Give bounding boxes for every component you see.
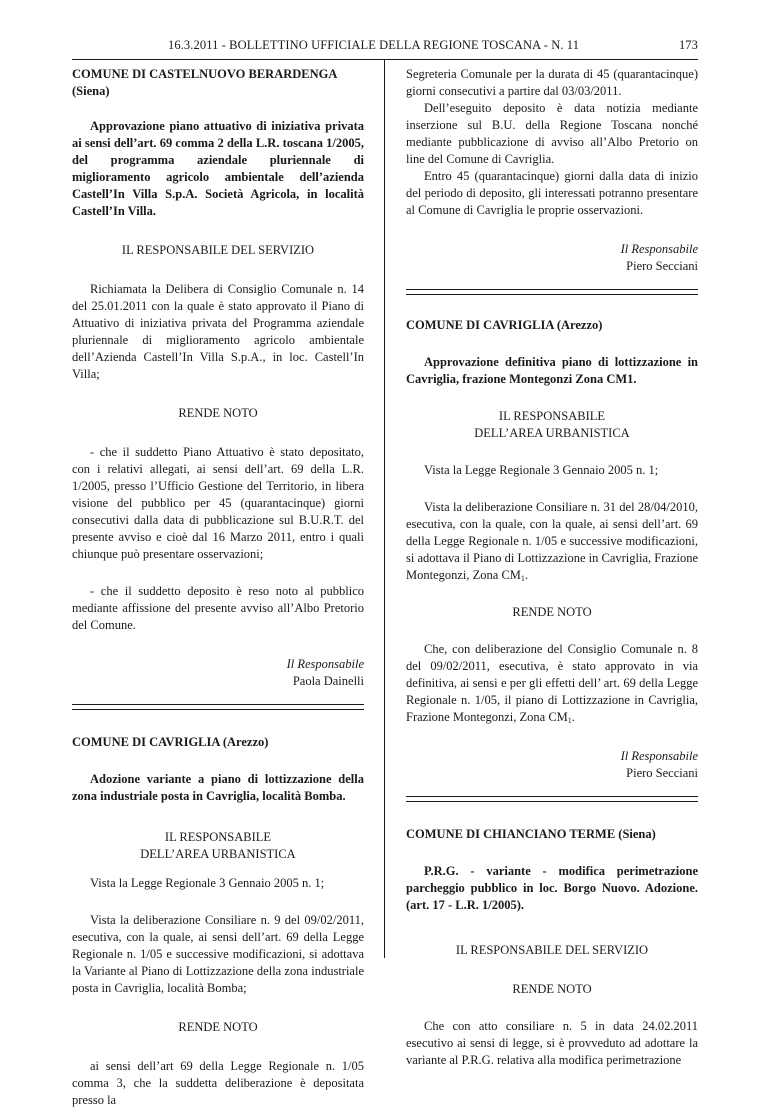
section-heading: IL RESPONSABILE DEL SERVIZIO [455,943,649,957]
paragraph-text: Che, con deliberazione del Consiglio Comunale n. 8 del 09/02/2011, esecutiva, è stato approvato in via definitiva, ai sensi e per gli effetti dell’ art. 69 della Legge Regionale n. 1/05, il piano di Lottizzazione in Cavriglia, Frazione Montegonzi, Zona CM [406,642,698,724]
paragraph: Richiamata la Delibera di Consiglio Comunale n. 14 del 25.01.2011 con la quale è stato approvato il Piano di Attuativo di iniziativa privata del Programma aziendale pluriennale di miglioramento agricolo ambientale dell’Azienda Castell’In Villa S.p.A., in loc. Castell’In Villa; [72,282,364,381]
notice-subject: Approvazione piano attuativo di iniziativa privata ai sensi dell’art. 69 comma 2 della L.R. toscana 1/2005, del programma aziendale pluriennale di miglioramento agricolo ambientale dell’azienda Castell’In Villa S.p.A. Società Agricola, in località Castell’In Villa. [72,119,364,218]
column-divider [384,60,385,958]
signature [72,656,364,690]
paragraph: Dell’eseguito deposito è data notizia mediante inserzione sul B.U. della Regione Toscana nonché mediante pubblicazione di avviso all’Albo Pretorio on line del Comune di Cavriglia. [406,101,698,166]
rende-noto-heading: RENDE NOTO [512,605,592,619]
paragraph: Vista la deliberazione Consiliare n. 9 del 09/02/2011, esecutiva, con la quale, ai sensi dell’art. 69 della Legge Regionale n. 1/05 e successive modificazioni, si adottava la Variante al Piano di Lottizzazione della zona industriale posta in Cavriglia, località Bomba; [72,913,364,995]
page-header [72,38,698,60]
signature-role: Il Responsabile [620,749,698,763]
paragraph: - che il suddetto deposito è reso noto al pubblico mediante affissione del presente avviso all’Albo Pretorio del Comune. [72,584,364,632]
paragraph-text: Vista la deliberazione Consiliare n. 31 del 28/04/2010, esecutiva, con la quale, con la quale, ai sensi dell’art. 69 della Legge Regionale n. 1/05 e successive modificazioni, si adottava il Piano di Lottizzazione in Cavriglia, Frazione Montegonzi, Zona CM [406,500,698,582]
section-heading: IL RESPONSABILE [164,830,272,844]
signature-role: Il Responsabile [286,657,364,671]
header-rule [72,59,698,60]
paragraph: Entro 45 (quarantacinque) giorni dalla data di inizio del periodo di deposito, gli interessati potranno presentare al Comune di Cavriglia le proprie osservazioni. [406,169,698,217]
paragraph: Che, con deliberazione del Consiglio Comunale n. 8 del 09/02/2011, esecutiva, è stato approvato in via definitiva, ai sensi e per gli effetti dell’ art. 69 della Legge Regionale n. 1/05, il piano di Lottizzazione in Cavriglia, Frazione Montegonzi, Zona $CM_1$. [406,642,698,725]
left-column [72,66,364,1109]
notice-subject: P.R.G. - variante - modifica perimetrazione parcheggio pubblico in loc. Borgo Nuovo. Adozione. (art. 17 - L.R. 1/2005). [406,864,698,912]
comune-name: COMUNE DI CAVRIGLIA (Arezzo) [406,318,603,332]
subscript: 1 [520,574,525,583]
section-heading: DELL’AREA URBANISTICA [140,847,296,861]
rende-noto-heading: RENDE NOTO [178,406,258,420]
paragraph: ai sensi dell’art 69 della Legge Regionale n. 1/05 comma 3, che la suddetta deliberazione è depositata presso la [72,1059,364,1107]
header-title: 16.3.2011 - BOLLETTINO UFFICIALE DELLA REGIONE TOSCANA - N. 11 [168,38,580,52]
paragraph: Vista la deliberazione Consiliare n. 31 del 28/04/2010, esecutiva, con la quale, con la quale, ai sensi dell’art. 69 della Legge Regionale n. 1/05 e successive modificazioni, si adottava il Piano di Lottizzazione in Cavriglia, Frazione Montegonzi, Zona $CM_1$. [406,500,698,583]
section-heading: DELL’AREA URBANISTICA [474,426,630,440]
paragraph: Vista la Legge Regionale 3 Gennaio 2005 n. 1; [424,463,659,477]
subscript: 1 [567,716,572,725]
comune-name: COMUNE DI CAVRIGLIA (Arezzo) [72,735,269,749]
paragraph: Segreteria Comunale per la durata di 45 (quarantacinque) giorni consecutivi a partire dal 03/03/2011. [406,67,698,98]
rende-noto-heading: RENDE NOTO [178,1020,258,1034]
paragraph: Vista la Legge Regionale 3 Gennaio 2005 n. 1; [90,876,325,890]
rende-noto-heading: RENDE NOTO [512,982,592,996]
signature-name: Piero Secciani [626,259,698,273]
section-heading: IL RESPONSABILE DEL SERVIZIO [121,243,315,257]
paragraph: Che con atto consiliare n. 5 in data 24.02.2011 esecutivo ai sensi di legge, si è provveduto ad adottare la variante al P.R.G. relativa alla modifica perimetrazione [406,1019,698,1067]
paragraph: - che il suddetto Piano Attuativo è stato depositato, con i relativi allegati, ai sensi dell’art. 69 della L.R. 1/2005, presso l’Ufficio Gestione del Territorio, in libera visione del pubblico per 45 (quarantacinque) giorni consecutivi dalla data di pubblicazione sul B.U.R.T. del presente avviso e cioè dal 16 Marzo 2011, entro i quali chiunque può presentare osservazioni; [72,445,364,561]
comune-province: (Siena) [72,84,110,98]
section-heading: IL RESPONSABILE [498,409,606,423]
comune-name: COMUNE DI CHIANCIANO TERME (Siena) [406,827,656,841]
signature [406,241,698,275]
comune-name: COMUNE DI CASTELNUOVO BERARDENGA [72,67,338,81]
signature-name: Paola Dainelli [292,674,364,688]
page-number: 173 [678,38,698,52]
right-column [406,66,698,1069]
signature-role: Il Responsabile [620,242,698,256]
signature [406,748,698,782]
notice-subject: Adozione variante a piano di lottizzazione della zona industriale posta in Cavriglia, località Bomba. [72,772,364,803]
notice-subject: Approvazione definitiva piano di lottizzazione in Cavriglia, frazione Montegonzi Zona CM1. [406,355,698,386]
signature-name: Piero Secciani [626,766,698,780]
